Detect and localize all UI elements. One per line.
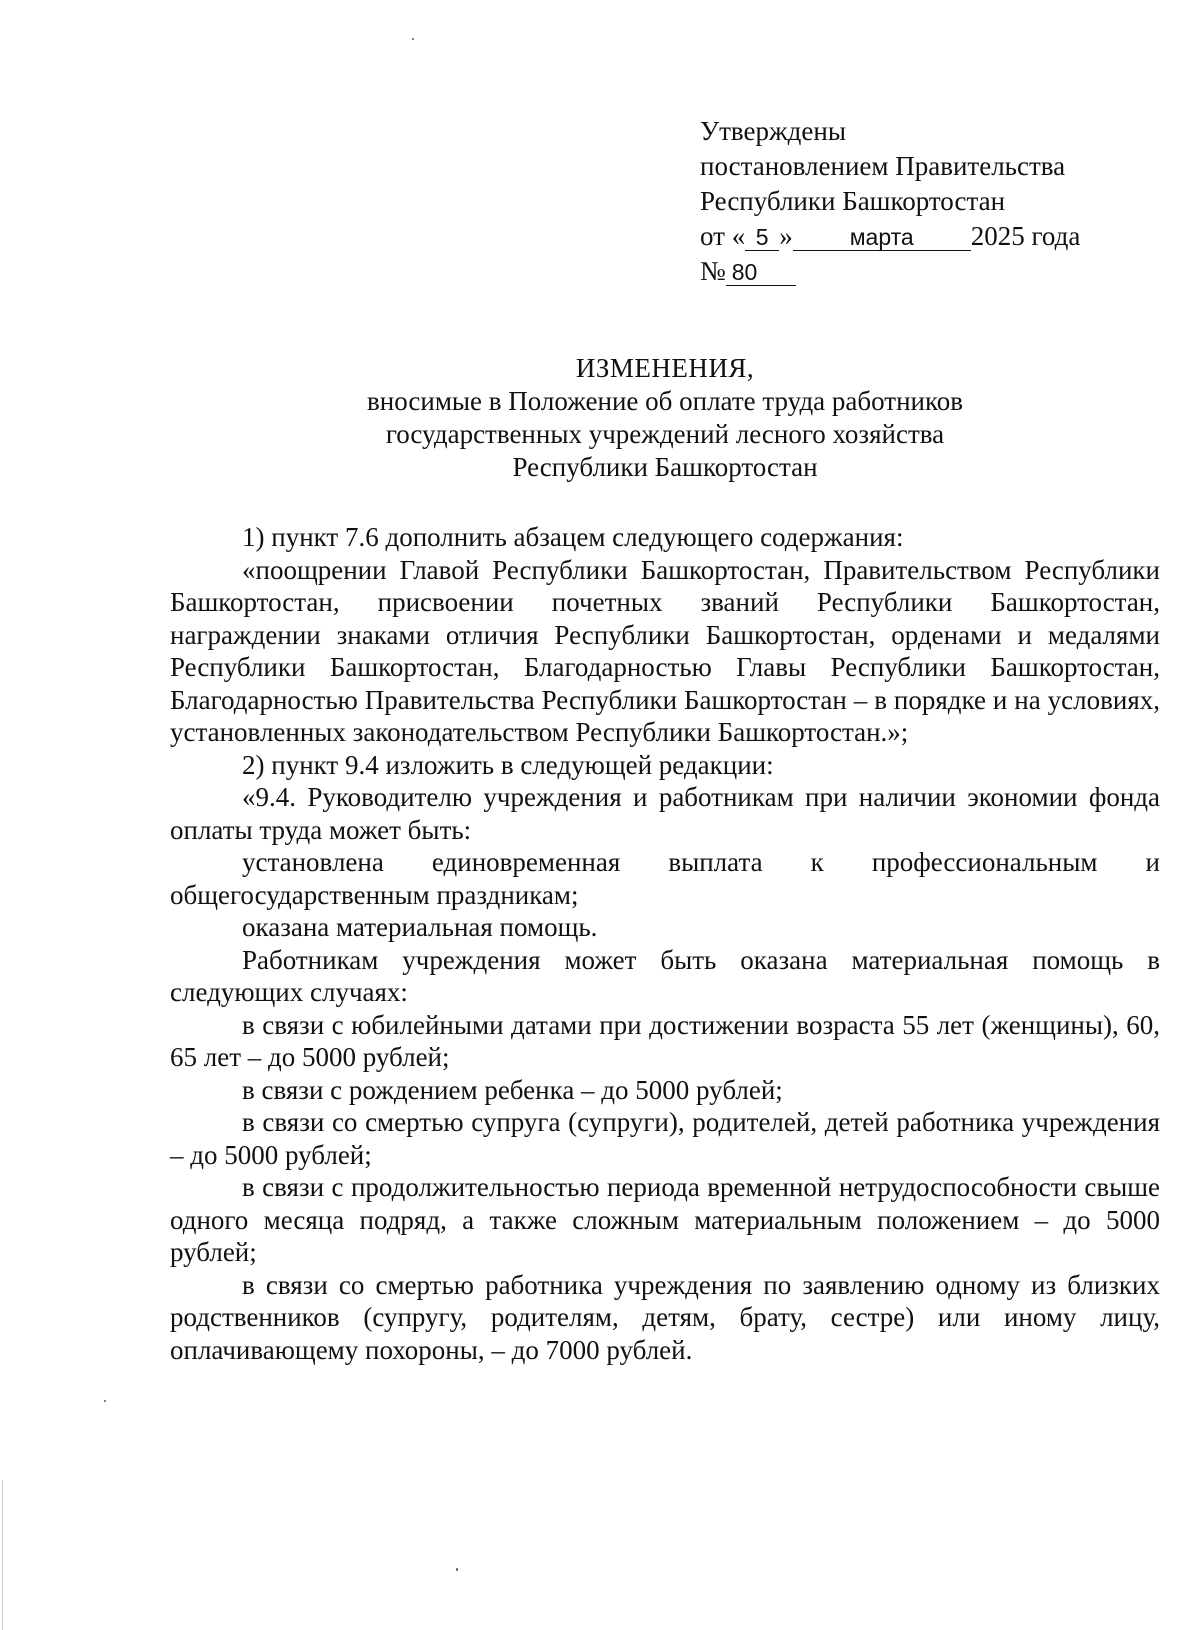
date-year: 2025 года — [970, 221, 1081, 251]
number-prefix: № — [700, 256, 726, 286]
body-paragraph: «9.4. Руководителю учреждения и работникам при наличии экономии фонда оплаты труда может быть: — [170, 782, 1160, 845]
body-paragraph: оказана материальная помощь. — [242, 912, 598, 942]
scan-speck — [456, 1568, 458, 1571]
body-paragraph: 1) пункт 7.6 дополнить абзацем следующего содержания: — [242, 522, 904, 552]
heading-line: Республики Башкортостан — [512, 452, 818, 482]
body-paragraph: «поощрении Главой Республики Башкортостан, Правительством Республики Башкортостан, присвоении почетных званий Республики Башкортостан, награждении знаками отличия Республики Башкортостан, орденами и медалями Республики Башкортостан, Благодарностью Главы Республики Башкортостан, Благодарностью Правительства Республики Башкортостан – в порядке и на условиях, установленных законодательством Республики Башкортостан.»; — [170, 554, 1160, 747]
body-paragraph: установлена единовременная выплата к профессиональным и общегосударственным праздникам; — [170, 847, 1160, 910]
approval-date-line — [700, 219, 1160, 254]
body-paragraph: в связи со смертью работника учреждения по заявлению одному из близких родственников (супругу, родителям, детям, брату, сестре) или иному лицу, оплачивающему похороны, – до 7000 рублей. — [170, 1269, 1160, 1365]
approval-number-line — [700, 254, 1160, 289]
body-paragraph: Работникам учреждения может быть оказана материальная помощь в следующих случаях: — [170, 944, 1160, 1007]
body-paragraph: в связи с рождением ребенка – до 5000 рублей; — [242, 1074, 783, 1105]
document-title: ИЗМЕНЕНИЯ, — [575, 353, 755, 383]
heading-line: вносимые в Положение об оплате труда работников — [367, 386, 963, 416]
document-body — [170, 521, 1160, 1366]
approval-line: постановлением Правительства — [700, 151, 1066, 181]
approval-line: Республики Башкортостан — [700, 186, 1006, 216]
scan-edge-line — [2, 1480, 3, 1630]
date-prefix: от « — [700, 221, 746, 251]
approval-line: Утверждены — [700, 116, 846, 146]
document-heading — [170, 352, 1160, 484]
date-month-field: марта — [793, 224, 971, 251]
scan-speck — [412, 38, 414, 40]
scan-speck — [104, 1400, 106, 1402]
heading-line: государственных учреждений лесного хозяйства — [385, 419, 945, 449]
date-mid: » — [779, 221, 793, 251]
approval-block — [700, 114, 1160, 289]
body-paragraph: 2) пункт 9.4 изложить в следующей редакции: — [242, 749, 774, 780]
body-paragraph: в связи с юбилейными датами при достижении возраста 55 лет (женщины), 60, 65 лет – до 5000 рублей; — [170, 1009, 1160, 1072]
body-paragraph: в связи со смертью супруга (супруги), родителей, детей работника учреждения – до 5000 рублей; — [170, 1107, 1160, 1170]
body-paragraph: в связи с продолжительностью периода временной нетрудоспособности свыше одного месяца подряд, а также сложным материальным положением – до 5000 рублей; — [170, 1172, 1160, 1267]
number-field: 80 — [726, 259, 796, 286]
date-day-field: 5 — [745, 224, 779, 251]
